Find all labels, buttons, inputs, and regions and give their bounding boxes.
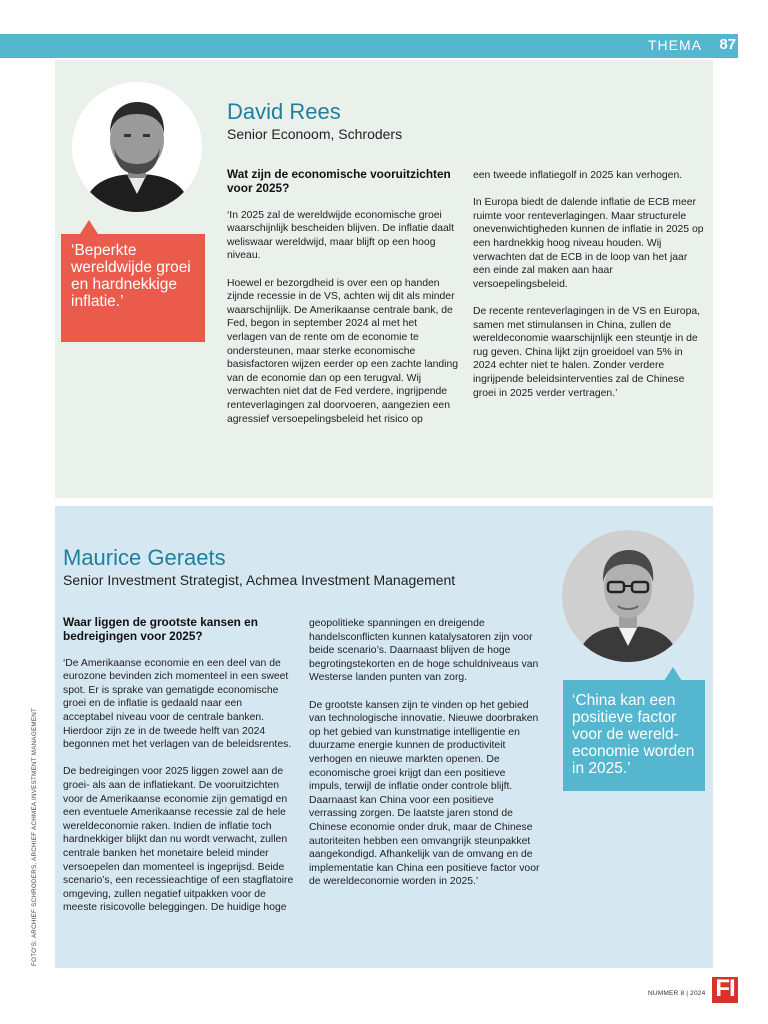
portrait-photo-geraets [562,530,694,662]
logo-text: FI [715,975,735,1002]
page-number: 87 [719,36,736,53]
section-label: THEMA [648,37,702,53]
paragraph: In Europa biedt de dalende inflatie de ECB meer ruimte voor renteverlagingen. Maar structurele onevenwichtigheden kunnen de inflatie in 2025 op een hardnekkig hoog niveau houden. Wij verwachten dat de ECB in de loop van het jaar een einde zal maken aan haar versoepelingsbeleid. [473,197,704,290]
paragraph: De recente renteverlagingen in de VS en Europa, samen met stimulansen in China, zullen de wereldeconomie waarschijnlijk een steuntje in de rug geven. China lijkt zijn groeidoel van 5% in 2024 echter niet te halen. Zonder verdere ingrijpende beleidsinterventies zal de Chinese groei in 2025 verder vertragen.’ [473,305,701,399]
section-header-bar [0,34,738,58]
photo-credits: FOTO'S: ARCHIEF SCHRODERS, ARCHIEF ACHMEA INVESTMENT MANAGEMENT [31,707,38,966]
person-name: Maurice Geraets [63,545,226,570]
article-column-2 [473,169,705,414]
paragraph: ‘In 2025 zal de wereldwijde economische groei waarschijnlijk bescheiden blijven. De inflatie daalt weliswaar wereldwijd, maar blijft op een hoog niveau. [227,209,454,262]
article-column-1 [227,168,459,440]
pull-quote: ‘Beperkte wereldwijde groei en hardnekkige inflatie.’ [71,242,191,310]
interview-question: Waar liggen de grootste kansen en bedreigingen voor 2025? [63,615,258,643]
portrait-icon [72,82,202,212]
article-column-1 [63,616,295,928]
quote-pointer [80,220,98,234]
paragraph: geopolitieke spanningen en dreigende handelsconflicten kunnen katalysatoren zijn voor beide scenario’s. Daarnaast blijven de hoge begrotingstekorten en de hoge schuldniveaus van Westerse landen punten van zorg. [309,618,539,684]
pull-quote-box [563,680,705,791]
paragraph: ‘De Amerikaanse economie en een deel van de eurozone bevinden zich momenteel in een sweet spot. Er is sprake van gematigde economische groei en de inflatie is gedaald naar een acceptabel niveau voor de centrale banken. Hierdoor zijn ze in de tweede helft van 2024 begonnen met het verlagen van de beleidsrentes. [63,657,292,751]
fi-logo [712,977,738,1003]
pull-quote-box [61,234,205,342]
pull-quote: ‘China kan een positieve factor voor de wereldeconomie worden in 2025.’ [572,692,695,777]
person-name: David Rees [227,99,341,124]
interview-question: Wat zijn de economische vooruitzichten voor 2025? [227,167,451,195]
quote-pointer [664,667,682,681]
paragraph: Hoewel er bezorgdheid is over een op handen zijnde recessie in de VS, achten wij dit als minder waarschijnlijk. De Amerikaanse centrale bank, de Fed, begon in september 2024 al met het verlagen van de rente om de economie te ondersteunen, maar sterke economische basisfactoren wijzen eerder op een zachte landing van de economie dan op een terugval. Wij verwachten niet dat de Fed verdere, ingrijpende renteverlagingen zal doorvoeren, aangezien een agressief versoepelingsbeleid het risico op [227,277,459,425]
paragraph: De bedreigingen voor 2025 liggen zowel aan de groei- als aan de inflatiekant. De vooruitzichten voor de Amerikaanse economie zijn gematigd en een eventuele Amerikaanse recessie zal de hele wereldeconomie raken. Indien de inflatie toch hardnekkiger blijkt dan nu wordt verwacht, zullen centrale banken het monetaire beleid minder versoepelen dan momenteel is ingeprijsd. Beide scenario’s, een recessieachtige of een stagflatoire omgeving, zullen negatief uitpakken voor de meeste risicovolle beleggingen. De huidige hoge [63,766,294,914]
paragraph: een tweede inflatiegolf in 2025 kan verhogen. [473,170,683,181]
person-role: Senior Econoom, Schroders [227,126,403,142]
portrait-icon [562,530,694,662]
portrait-photo-rees [72,82,202,212]
paragraph: De grootste kansen zijn te vinden op het gebied van technologische innovatie. Nieuwe doorbraken op het gebied van kunstmatige intelligentie en duurzame energie kunnen de productiviteit verhogen en nieuwe markten openen. De economische groei krijgt dan een positieve impuls, terwijl de inflatie onder controle blijft. Daarnaast kan China voor een positieve verrassing zorgen. De laatste jaren stond de Chinese economie onder druk, maar de Chinese autoriteiten hebben een omvangrijk steunpakket aangekondigd. Afhankelijk van de omvang en de implementatie kan China een positieve factor voor de wereldeconomie worden in 2025.’ [309,699,540,888]
issue-number: NUMMER 8 | 2024 [648,990,706,997]
person-role: Senior Investment Strategist, Achmea Investment Management [63,572,456,588]
article-column-2 [309,617,541,902]
